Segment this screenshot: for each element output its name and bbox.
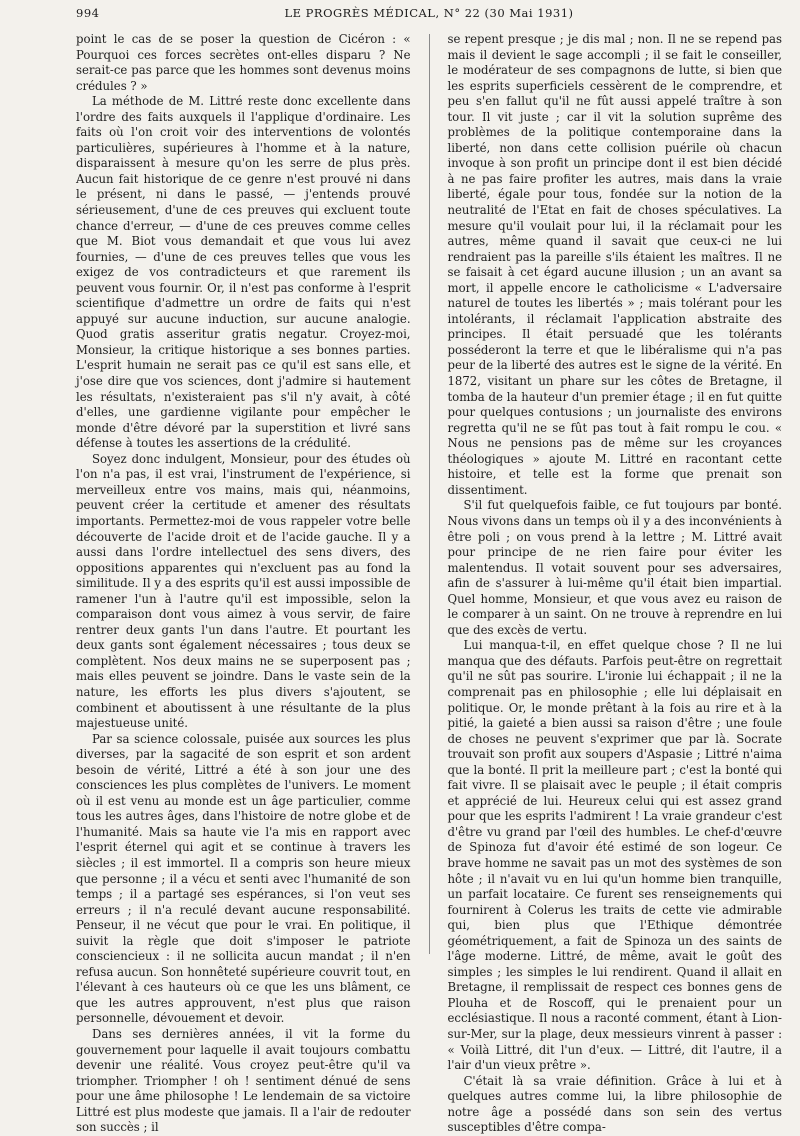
paragraph: La méthode de M. Littré reste donc excellente dans l'ordre des faits auxquels il l'applique d'ordinaire. Les faits où l'on croit voir des interventions de volontés particulières, supérieures à l'homme et à la nature, disparaissent à mesure qu'on les serre de plus près. Aucun fait historique de ce genre n'est prouvé ni dans le présent, ni dans le passé, — j'entends prouvé sérieusement, d'une de ces preuves qui excluent toute chance d'erreur, — d'une de ces preuves comme celles que M. Biot vous demandait et que vous lui avez fournies, — d'une de ces preuves telles que vous les exigez de vos contradicteurs et que rarement ils peuvent vous fournir. Or, il n'est pas conforme à l'esprit scientifique d'admettre un ordre de faits qui n'est appuyé sur aucune induction, sur aucune analogie. Quod gratis asseritur gratis negatur. Croyez-moi, Monsieur, la critique historique a ses bonnes parties. L'esprit humain ne serait pas ce qu'il est sans elle, et j'ose dire que vos sciences, dont j'admire si hautement les résultats, n'existeraient pas s'il n'y avait, à côté d'elles, une gardienne vigilante pour empêcher le monde d'être dévoré par la superstition et livré sans défense à toutes les assertions de la crédulité.	[76, 94, 411, 451]
paragraph: Lui manqua-t-il, en effet quelque chose ? Il ne lui manqua que des défauts. Parfois peut-être on regrettait qu'il ne sût pas sourire. L'ironie lui échappait ; il ne la comprenait pas en philosophie ; elle lui déplaisait en politique. Or, le monde prêtant à la fois au rire et à la pitié, la gaieté a bien aussi sa raison d'être ; une foule de choses ne peuvent s'exprimer que par là. Socrate trouvait son profit aux soupers d'Aspasie ; Littré n'aima que la bonté. Il prit la meilleure part ; c'est la bonté qui fait vivre. Il se plaisait avec le peuple ; il était compris et apprécié de lui. Heureux celui qui est assez grand pour que les esprits l'admirent ! La vraie grandeur c'est d'être vu grand par l'œil des humbles. Le chef-d'œuvre de Spinoza fut d'avoir été estimé de son logeur. Ce brave homme ne savait pas un mot des systèmes de son hôte ; il n'avait vu en lui qu'un homme bien tranquille, un parfait locataire. Ce furent ses renseignements qui fournirent à Colerus les traits de cette vie admirable qui, bien plus que l'Ethique démontrée géométriquement, a fait de Spinoza un des saints de l'âge moderne. Littré, de même, avait le goût des simples ; les simples le lui rendirent. Quand il allait en Bretagne, il remplissait de respect ces bonnes gens de Plouha et de Roscoff, qui le prenaient pour un ecclésiastique. Il nous a raconté comment, étant à Lion-sur-Mer, sur la plage, deux messieurs vinrent à passer : « Voilà Littré, dit l'un d'eux. — Littré, dit l'autre, il a l'air d'un vieux prêtre ».	[447, 638, 783, 1073]
paragraph: point le cas de se poser la question de Cicéron : « Pourquoi ces forces secrètes ont-elles disparu ? Ne serait-ce pas parce que les hommes sont devenus moins crédules ? »	[76, 32, 411, 93]
paragraph: se repent presque ; je dis mal ; non. Il ne se repend pas mais il devient le sage accompli ; il se fait le conseiller, le modérateur de ses compagnons de lutte, si bien que les esprits superficiels cessèrent de le comprendre, et peu s'en fallut qu'il ne fût aussi appelé traître à son tour. Il vit juste ; car il vit la solution suprême des problèmes de la politique contemporaine dans la liberté, non dans cette collision puérile où chacun invoque à son profit un principe dont il est bien décidé à ne pas faire profiter les autres, mais dans la vraie liberté, égale pour tous, fondée sur la notion de la neutralité de l'Etat en fait de choses spéculatives. La mesure qu'il voulait pour lui, il la réclamait pour les autres, même quand il savait que ceux-ci ne lui rendraient pas la pareille s'ils étaient les maîtres. Il ne se faisait à cet égard aucune illusion ; un an avant sa mort, il appelle encore le catholicisme « L'adversaire naturel de toutes les libertés » ; mais tolérant pour les intolérants, il réclamait l'application abstraite des principes. Il était persuadé que les tolérants posséderont la terre et que le libéralisme qui n'a pas peur de la liberté des autres est le signe de la vérité. En 1872, visitant un phare sur les côtes de Bretagne, il tomba de la hauteur d'un premier étage ; il en fut quitte pour quelques contusions ; un journaliste des environs regretta qu'il ne se fût pas tout à fait rompu le cou. « Nous ne pensions pas de même sur les croyances théologiques » ajoute M. Littré en racontant cette histoire, et telle est la forme que prenait son dissentiment.	[447, 32, 783, 497]
column-divider	[429, 34, 430, 954]
text-columns	[76, 32, 783, 1135]
paragraph: Par sa science colossale, puisée aux sources les plus diverses, par la sagacité de son esprit et son ardent besoin de vérité, Littré a été à son jour une des consciences les plus complètes de l'univers. Le moment où il est venu au monde est un âge particulier, comme tous les autres âges, dans l'histoire de notre globe et de l'humanité. Mais sa haute vie l'a mis en rapport avec l'esprit éternel qui agit et se continue à travers les siècles ; il est immortel. Il a compris son heure mieux que personne ; il a vécu et senti avec l'humanité de son temps ; il a partagé ses espérances, si l'on veut ses erreurs ; il n'a reculé devant aucune responsabilité. Penseur, il ne vécut que pour le vrai. En politique, il suivit la règle que doit s'imposer le patriote consciencieux : il ne sollicita aucun mandat ; il n'en refusa aucun. Son honnêteté supérieure couvrit tout, en l'élevant à ces hauteurs où ce que les uns blâment, ce que les autres approuvent, n'est plus que raison personnelle, dévouement et devoir.	[76, 731, 411, 1026]
paragraph: C'était là sa vraie définition. Grâce à lui et à quelques autres comme lui, la libre philosophie de notre âge a possédé dans son sein des vertus susceptibles d'être compa-	[447, 1073, 783, 1135]
running-header	[76, 6, 782, 32]
paragraph: Soyez donc indulgent, Monsieur, pour des études où l'on n'a pas, il est vrai, l'instrument de l'expérience, si merveilleux entre vos mains, mais qui, néanmoins, peuvent créer la certitude et amener des résultats importants. Permettez-moi de vous rappeler votre belle découverte de l'acide droit et de l'acide gauche. Il y a aussi dans l'ordre intellectuel des sens divers, des oppositions apparentes qui n'excluent pas au fond la similitude. Il y a des esprits qu'il est aussi impossible de ramener l'un à l'autre qu'il est impossible, selon la comparaison dont vous aimez à vous servir, de faire rentrer deux gants l'un dans l'autre. Et pourtant les deux gants sont également nécessaires ; tous deux se complètent. Nos deux mains ne se superposent pas ; mais elles peuvent se joindre. Dans le vaste sein de la nature, les efforts les plus divers s'ajoutent, se combinent et aboutissent à une résultante de la plus majestueuse unité.	[76, 451, 411, 731]
journal-title: LE PROGRÈS MÉDICAL, N° 22 (30 Mai 1931)	[284, 6, 574, 20]
paragraph: Dans ses dernières années, il vit la forme du gouvernement pour laquelle il avait toujours combattu devenir une réalité. Vous croyez peut-être qu'il va triompher. Triompher ! oh ! sentiment dénué de sens pour une âme philosophe ! Le lendemain de sa victoire Littré est plus modeste que jamais. Il a l'air de redouter son succès ; il	[76, 1027, 411, 1135]
paragraph: S'il fut quelquefois faible, ce fut toujours par bonté. Nous vivons dans un temps où il y a des inconvénients à être poli ; on vous prend à la lettre ; M. Littré avait pour principe de ne rien faire pour éviter les malentendus. Il votait souvent pour ses adversaires, afin de s'assurer à lui-même qu'il était bien impartial. Quel homme, Monsieur, et que vous avez eu raison de le comparer à un saint. On ne trouve à reprendre en lui que des excès de vertu.	[447, 498, 783, 637]
page-number: 994	[76, 6, 100, 20]
left-column	[76, 32, 411, 1135]
right-column	[447, 32, 783, 1135]
